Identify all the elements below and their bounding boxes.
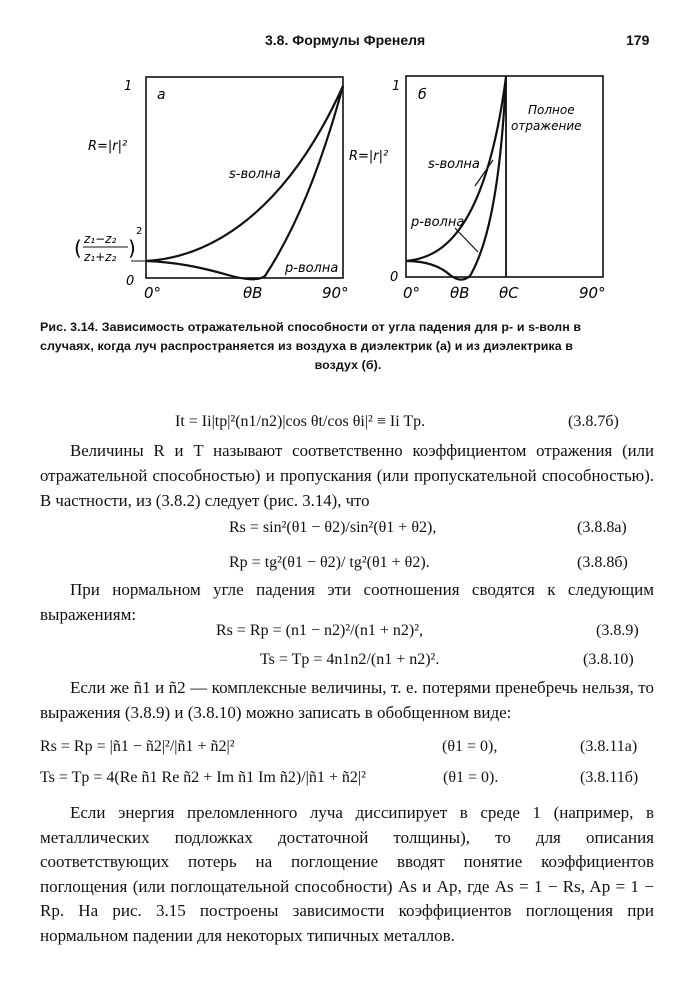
equation-number-3-8-11a: (3.8.11а) bbox=[580, 738, 638, 755]
panel-b-ylabel: R=|r|² bbox=[349, 149, 389, 164]
equation-3-8-10: Ts = Tp = 4n1n2/(n1 + n2)². bbox=[260, 651, 440, 668]
panel-b-xtick-critical: θC bbox=[499, 284, 519, 302]
equation-3-8-8a: Rs = sin²(θ1 − θ2)/sin²(θ1 + θ2), bbox=[229, 519, 437, 536]
equation-3-8-11a-condition: (θ1 = 0), bbox=[442, 738, 498, 755]
caption-line-3: воздух (б). bbox=[314, 358, 382, 372]
equation-number-3-8-9: (3.8.9) bbox=[596, 622, 639, 639]
panel-a-frac-num: z₁−z₂ bbox=[84, 232, 117, 246]
panel-a-ytick-1: 1 bbox=[124, 79, 133, 94]
panel-b-ytick-1: 1 bbox=[392, 79, 401, 94]
panel-b-p-curve bbox=[406, 77, 506, 280]
page-number: 179 bbox=[626, 32, 650, 48]
panel-b-region-label-2: отражение bbox=[511, 119, 582, 133]
paragraph-3-text: Если же ñ1 и ñ2 — комплексные величины, т. е. потерями пренебречь нельзя, то выражения (3.8.9) и (3.8.10) можно записать в обобщенном виде: bbox=[40, 678, 654, 722]
paragraph-2-text: При нормальном угле падения эти соотношения сводятся к следующим выражениям: bbox=[40, 580, 654, 624]
panel-b-xtick-0: 0° bbox=[403, 284, 421, 302]
panel-a-ylabel: R=|r|² bbox=[88, 139, 128, 154]
panel-b-letter: б bbox=[418, 87, 427, 103]
panel-a bbox=[74, 77, 349, 302]
equation-number-3-8-10: (3.8.10) bbox=[583, 651, 634, 668]
panel-b-s-label: s-волна bbox=[428, 157, 480, 172]
panel-a-s-label: s-волна bbox=[229, 167, 281, 182]
paragraph-3 bbox=[40, 675, 654, 725]
equation-3-8-8b: Rp = tg²(θ1 − θ2)/ tg²(θ1 + θ2). bbox=[229, 554, 430, 571]
panel-a-p-curve bbox=[146, 86, 343, 279]
panel-b-ytick-0: 0 bbox=[390, 270, 399, 285]
panel-a-frac-den: z₁+z₂ bbox=[84, 250, 117, 264]
panel-a-ytick-0: 0 bbox=[126, 274, 135, 289]
panel-b bbox=[349, 76, 606, 302]
equation-number-3-8-8b: (3.8.8б) bbox=[577, 554, 628, 571]
panel-a-letter: а bbox=[157, 87, 166, 103]
paragraph-4 bbox=[40, 801, 654, 948]
equation-3-8-9: Rs = Rp = (n1 − n2)²/(n1 + n2)², bbox=[216, 622, 424, 639]
paragraph-4-text: Если энергия преломленного луча диссипирует в среде 1 (например, в металлических подложках достаточной толщины), то для описания соответствующих потерь на поглощение вводят понятие коэффициентов поглощения (или поглощательной способности) As и Ap, где As = 1 − Rs, Ap = 1 − Rp. На рис. 3.15 построены зависимости коэффициентов поглощения при нормальном падении для некоторых типичных металлов. bbox=[40, 803, 654, 945]
caption-line-2: случаях, когда луч распространяется из воздуха в диэлектрик (а) и из диэлектрика в bbox=[40, 339, 574, 353]
equation-number-3-8-8a: (3.8.8а) bbox=[577, 519, 627, 536]
panel-a-xtick-90: 90° bbox=[322, 284, 349, 302]
panel-b-region-label-1: Полное bbox=[528, 103, 575, 117]
panel-a-xtick-0: 0° bbox=[144, 284, 162, 302]
equation-3-8-7b: It = Ii|tp|²(n1/n2)|cos θt/cos θi|² ≡ Ii Tp. bbox=[175, 413, 426, 430]
panel-a-frac-exp: 2 bbox=[136, 226, 143, 237]
panel-a-paren-right: ) bbox=[128, 236, 136, 260]
panel-b-p-leader bbox=[455, 228, 478, 252]
panel-b-xtick-brewster: θB bbox=[450, 284, 470, 302]
caption-line-1: Рис. 3.14. Зависимость отражательной способности от угла падения для p- и s-волн в bbox=[40, 320, 582, 334]
figure-caption bbox=[40, 318, 656, 375]
equation-3-8-11b-condition: (θ1 = 0). bbox=[443, 769, 499, 786]
equation-3-8-11b: Ts = Tp = 4(Re ñ1 Re ñ2 + Im ñ1 Im ñ2)/|ñ1 + ñ2|² bbox=[40, 769, 366, 786]
running-header-title: 3.8. Формулы Френеля bbox=[265, 32, 426, 48]
paragraph-2 bbox=[40, 577, 654, 627]
panel-a-xtick-brewster: θB bbox=[243, 284, 263, 302]
panel-a-paren-left: ( bbox=[74, 236, 82, 260]
figure-3-14 bbox=[0, 0, 696, 315]
equation-number-3-8-7b: (3.8.7б) bbox=[568, 413, 619, 430]
equation-3-8-11a: Rs = Rp = |ñ1 − ñ2|²/|ñ1 + ñ2|² bbox=[40, 738, 235, 755]
paragraph-1-text: Величины R и T называют соответственно коэффициентом отражения (или отражательной способностью) и пропускания (или пропускательной способностью). В частности, из (3.8.2) следует (рис. 3.14), что bbox=[40, 441, 654, 510]
equation-number-3-8-11b: (3.8.11б) bbox=[580, 769, 639, 786]
panel-a-p-label: p-волна bbox=[285, 261, 339, 276]
paragraph-1 bbox=[40, 438, 654, 513]
panel-b-p-label: p-волна bbox=[411, 215, 465, 230]
panel-b-xtick-90: 90° bbox=[579, 284, 606, 302]
